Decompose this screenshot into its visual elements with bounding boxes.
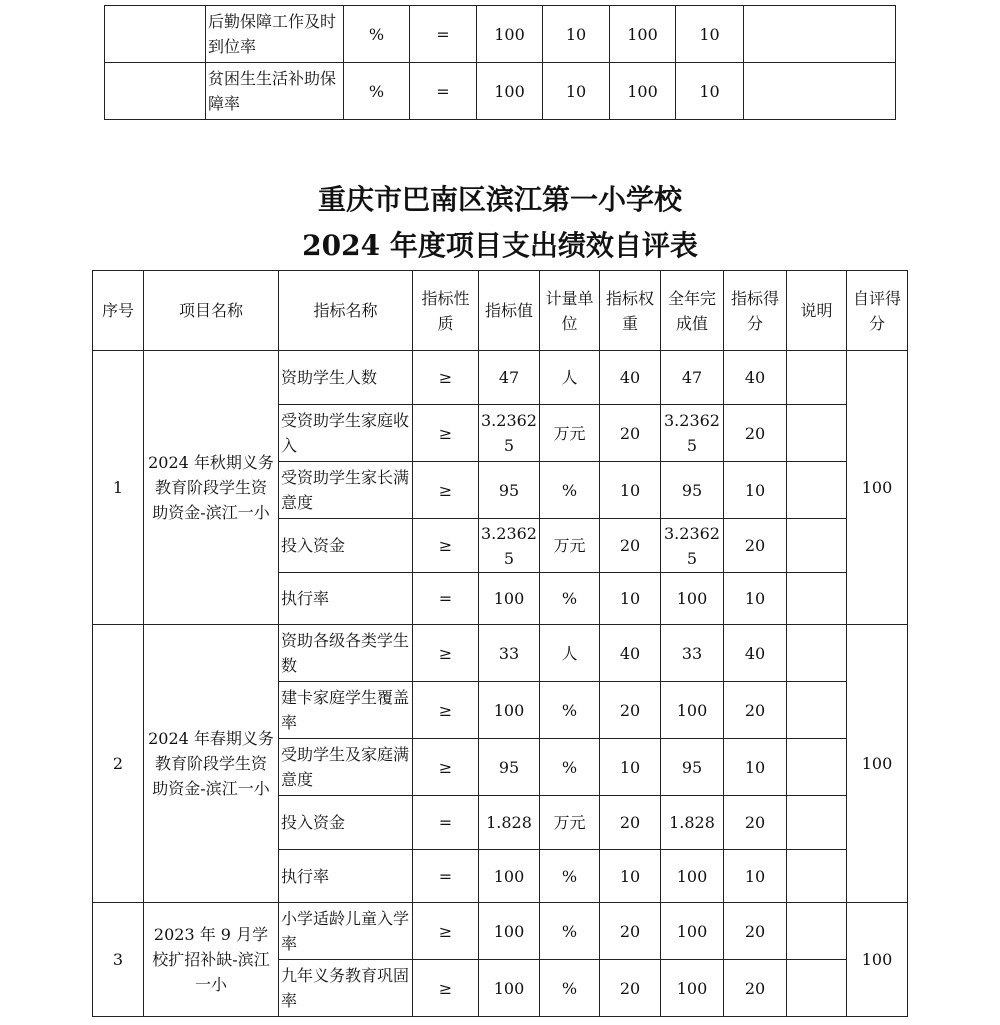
indicator-quality-cell: % — [344, 63, 410, 120]
header-value: 指标值 — [479, 271, 540, 351]
completed-value-cell: 100 — [661, 960, 724, 1017]
indicator-name-cell: 小学适龄儿童入学率 — [279, 903, 413, 960]
indicator-weight-cell: 10 — [543, 6, 610, 63]
indicator-name-cell: 建卡家庭学生覆盖率 — [279, 682, 413, 739]
note-cell — [787, 796, 847, 850]
indicator-quality-cell: ≥ — [413, 462, 479, 519]
indicator-score-cell: 10 — [724, 462, 787, 519]
indicator-quality-cell: ≥ — [413, 405, 479, 462]
indicator-name-cell: 贫困生生活补助保障率 — [206, 63, 344, 120]
indicator-weight-cell: 40 — [600, 625, 661, 682]
indicator-quality-cell: ≥ — [413, 960, 479, 1017]
indicator-value-cell: 3.23625 — [479, 519, 540, 573]
indicator-unit-cell: 人 — [540, 351, 600, 405]
completed-value-cell: 47 — [661, 351, 724, 405]
table-row — [105, 6, 896, 63]
indicator-score-cell: 20 — [724, 519, 787, 573]
indicator-unit-cell: 万元 — [540, 519, 600, 573]
indicator-weight-cell: 20 — [600, 682, 661, 739]
indicator-weight-cell: 40 — [600, 351, 661, 405]
indicator-unit-cell: % — [540, 462, 600, 519]
note-cell — [744, 6, 896, 63]
header-unit: 计量单位 — [540, 271, 600, 351]
completed-value-cell: 95 — [661, 739, 724, 796]
indicator-unit-cell: % — [540, 573, 600, 625]
indicator-unit-cell: % — [540, 739, 600, 796]
indicator-value-cell: 100 — [479, 903, 540, 960]
header-note: 说明 — [787, 271, 847, 351]
header-indicator: 指标名称 — [279, 271, 413, 351]
header-project: 项目名称 — [144, 271, 279, 351]
self-score-cell: 100 — [847, 903, 908, 1017]
self-score-cell: 100 — [847, 625, 908, 903]
indicator-score-cell: 20 — [724, 960, 787, 1017]
indicator-score-cell: 10 — [724, 850, 787, 903]
note-cell — [744, 63, 896, 120]
indicator-value-cell: = — [410, 63, 477, 120]
note-cell — [787, 405, 847, 462]
indicator-value-cell: = — [410, 6, 477, 63]
indicator-score-cell: 10 — [724, 573, 787, 625]
indicator-score-cell: 10 — [676, 63, 744, 120]
completed-value-cell: 100 — [661, 903, 724, 960]
indicator-unit-cell: 万元 — [540, 405, 600, 462]
project-name-cell: 2024 年春期义务教育阶段学生资助资金-滨江一小 — [144, 625, 279, 903]
indicator-unit-cell: % — [540, 903, 600, 960]
indicator-name-cell: 执行率 — [279, 573, 413, 625]
table-row — [105, 63, 896, 120]
indicator-score-cell: 20 — [724, 682, 787, 739]
indicator-unit-cell: % — [540, 682, 600, 739]
header-seq: 序号 — [93, 271, 144, 351]
indicator-unit-cell: 100 — [477, 6, 543, 63]
indicator-value-cell: 95 — [479, 739, 540, 796]
indicator-score-cell: 20 — [724, 405, 787, 462]
indicator-name-cell: 受资助学生家庭收入 — [279, 405, 413, 462]
blank-cell — [105, 6, 206, 63]
table-row — [93, 625, 908, 682]
indicator-name-cell: 执行率 — [279, 850, 413, 903]
indicator-quality-cell: ≥ — [413, 682, 479, 739]
header-quality: 指标性质 — [413, 271, 479, 351]
indicator-score-cell: 40 — [724, 351, 787, 405]
indicator-quality-cell: ≥ — [413, 903, 479, 960]
note-cell — [787, 573, 847, 625]
indicator-quality-cell: % — [344, 6, 410, 63]
indicator-name-cell: 投入资金 — [279, 519, 413, 573]
note-cell — [787, 903, 847, 960]
note-cell — [787, 850, 847, 903]
note-cell — [787, 462, 847, 519]
completed-value-cell: 100 — [661, 573, 724, 625]
header-completed: 全年完成值 — [661, 271, 724, 351]
note-cell — [787, 960, 847, 1017]
completed-value-cell: 100 — [661, 682, 724, 739]
completed-value-cell: 33 — [661, 625, 724, 682]
indicator-quality-cell: ≥ — [413, 351, 479, 405]
indicator-value-cell: 1.828 — [479, 796, 540, 850]
indicator-score-cell: 20 — [724, 796, 787, 850]
indicator-weight-cell: 10 — [543, 63, 610, 120]
completed-value-cell: 3.23625 — [661, 405, 724, 462]
completed-value-cell: 100 — [610, 6, 676, 63]
indicator-name-cell: 受资助学生家长满意度 — [279, 462, 413, 519]
indicator-weight-cell: 20 — [600, 405, 661, 462]
indicator-unit-cell: 100 — [477, 63, 543, 120]
project-name-cell: 2024 年秋期义务教育阶段学生资助资金-滨江一小 — [144, 351, 279, 625]
indicator-name-cell: 后勤保障工作及时到位率 — [206, 6, 344, 63]
indicator-score-cell: 20 — [724, 903, 787, 960]
indicator-unit-cell: % — [540, 960, 600, 1017]
indicator-value-cell: 100 — [479, 682, 540, 739]
project-seq-cell: 3 — [93, 903, 144, 1017]
note-cell — [787, 351, 847, 405]
indicator-score-cell: 40 — [724, 625, 787, 682]
table-row — [93, 351, 908, 405]
indicator-name-cell: 资助学生人数 — [279, 351, 413, 405]
project-seq-cell: 2 — [93, 625, 144, 903]
page-title-line2: 2024 年度项目支出绩效自评表 — [302, 229, 698, 262]
project-name-cell: 2023 年 9 月学校扩招补缺-滨江一小 — [144, 903, 279, 1017]
indicator-weight-cell: 10 — [600, 573, 661, 625]
note-cell — [787, 519, 847, 573]
note-cell — [787, 739, 847, 796]
indicator-name-cell: 投入资金 — [279, 796, 413, 850]
indicator-weight-cell: 20 — [600, 903, 661, 960]
header-weight: 指标权重 — [600, 271, 661, 351]
table-header-row — [93, 271, 908, 351]
header-score: 指标得分 — [724, 271, 787, 351]
page-title-line1: 重庆市巴南区滨江第一小学校 — [317, 183, 682, 216]
indicator-quality-cell: ≥ — [413, 625, 479, 682]
indicator-value-cell: 95 — [479, 462, 540, 519]
header-self-score: 自评得分 — [847, 271, 908, 351]
completed-value-cell: 1.828 — [661, 796, 724, 850]
indicator-unit-cell: 万元 — [540, 796, 600, 850]
indicator-quality-cell: = — [413, 573, 479, 625]
completed-value-cell: 3.23625 — [661, 519, 724, 573]
indicator-score-cell: 10 — [724, 739, 787, 796]
self-score-cell: 100 — [847, 351, 908, 625]
indicator-quality-cell: ≥ — [413, 739, 479, 796]
indicator-unit-cell: 人 — [540, 625, 600, 682]
note-cell — [787, 682, 847, 739]
performance-table — [92, 270, 908, 1017]
completed-value-cell: 95 — [661, 462, 724, 519]
completed-value-cell: 100 — [610, 63, 676, 120]
indicator-weight-cell: 20 — [600, 960, 661, 1017]
indicator-name-cell: 九年义务教育巩固率 — [279, 960, 413, 1017]
indicator-value-cell: 33 — [479, 625, 540, 682]
previous-page-table — [104, 5, 896, 120]
indicator-quality-cell: = — [413, 796, 479, 850]
indicator-name-cell: 资助各级各类学生数 — [279, 625, 413, 682]
table-row — [93, 903, 908, 960]
indicator-weight-cell: 20 — [600, 796, 661, 850]
indicator-quality-cell: ≥ — [413, 519, 479, 573]
note-cell — [787, 625, 847, 682]
indicator-value-cell: 100 — [479, 960, 540, 1017]
indicator-weight-cell: 20 — [600, 519, 661, 573]
indicator-value-cell: 47 — [479, 351, 540, 405]
completed-value-cell: 100 — [661, 850, 724, 903]
indicator-value-cell: 100 — [479, 573, 540, 625]
indicator-quality-cell: = — [413, 850, 479, 903]
indicator-name-cell: 受助学生及家庭满意度 — [279, 739, 413, 796]
indicator-unit-cell: % — [540, 850, 600, 903]
indicator-weight-cell: 10 — [600, 850, 661, 903]
indicator-value-cell: 100 — [479, 850, 540, 903]
indicator-weight-cell: 10 — [600, 462, 661, 519]
indicator-weight-cell: 10 — [600, 739, 661, 796]
indicator-value-cell: 3.23625 — [479, 405, 540, 462]
indicator-score-cell: 10 — [676, 6, 744, 63]
blank-cell — [105, 63, 206, 120]
project-seq-cell: 1 — [93, 351, 144, 625]
